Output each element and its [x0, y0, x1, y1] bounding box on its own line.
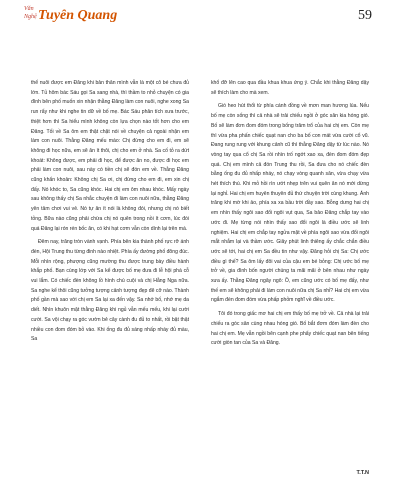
logo-title: Tuyên Quang — [38, 8, 118, 23]
paragraph: Đêm nay, trăng tròn vành vạnh. Phía bên kia thành phố rực rỡ ánh đèn, Hội Trung thu từng đinh nào nhiệt. Phía ấy đường phố đông đúc. Mỗi nhìn rộng, phượng cũng mường thu được trung bày điều hành khắp phố. Bạn cùng lớp với Sa kể được bố mẹ đưa đi lễ hội phá cỗ vui lắm. Có chiếc đèn không lồ hình chú cuội và chị Hằng Nga nữa. Sa nghe kể thôi cũng tưởng tượng cảnh tượng đẹp đẽ cỡ nào. Thành phố gần mà sao với chị em Sa lại xa đến vậy. Sa nhớ bố, nhớ mẹ da diết. Nhìn khuôn mặt thằng Đăng khi ngủ vẫn mếu mếu, khi lại cười cười. Sa vội chạy ra góc vườn bẻ cây cành đu đủ to nhất, rồi bật thật nhiều con đom đóm bỏ vào. Khi ống đu đủ sáng nhấp nháy đủ màu, Sa — [31, 239, 189, 343]
logo-line-1: Văn — [24, 6, 34, 12]
paragraph: khổ đỡ lên cao qua đầu khua khua ứng ý. Chắc khi thằng Đăng dậy sẽ thích làm cho mà xem. — [211, 80, 369, 96]
logo-line-2: Nghệ — [24, 14, 37, 20]
paragraph: Gió heo hút thổi từ phía cánh đồng về mơn man hương lúa. Nếu bố mẹ còn sống thì cả nhà sẽ trải chiếu ngồi ở góc sân kia hóng gió. Bố sẽ làm đơn đom đóm trong bống trăm trổ của hai chị em. Còn mẹ thì vừa pha phấn chiếc quạt nan cho ba bố con mát vừa cười cổ vũ. Đang rung rung với khung cảnh cũ thì thằng Đăng dậy từ lúc nào. Nó vòng tay qua cổ chị Sa rồi nhìn trố ngớt xao xa, đèn đom đóm đẹp quá. Chị em mình cả đón Trung thu rồi, Sa đưa cho nó chiếc đèn bằng ống đu đủ nhấp nháy, nó chạy vòng quanh sân, vừa chạy vừa hét thích thú. Khi mỏ hồi rìn ướt nhẹp trên vui quên ăn nó mới dừng lại nghỉ. Hai chị em huyên thuyên đủ thứ chuyện trời cùng khung. Ánh trăng khi mờ khi ảo, phía xa xa bầu trời đầy sao. Bỗng dưng hai chị em nhìn thấy ngôi sao đổi ngôi vụt qua, Sa bảo Đăng chắp tay vào ước đi. Mẹ từng nói nhìn thấy sao đổi ngôi là điều ước sẽ linh nghiệm. Hai chị em chắp tay ngửa mặt về phía ngôi sao vừa đổi ngôi mắt nhắm lại và thầm ước. Giây phút linh thiêng ấy chắc chắn điều ước sẽ tới, hai chị em Sa đều tin như vậy. Đăng hỏi chị Sa: Chị ước điều gì thế? Sa ôm lấy đôi vai của cậu em bé bỏng: Chị ước bố mẹ trở về, gia đình bốn người chúng ta mãi mãi ở bên nhau như ngày xưa ấy. Thằng Đăng ngây ngô: Ồ, em cũng ước có bố mẹ đấy, như thế em sẽ không phải đi làm con nuôi nữa chị Sa nhỉ? Hai chị em vừa ngắm đèn đom đóm vừa phấp phỏm nghĩ về điều ước. — [211, 103, 369, 304]
magazine-logo — [24, 6, 164, 28]
page-header — [0, 0, 402, 40]
paragraph: Tôi đó trong giấc mơ hai chị em thấy bố mẹ trở về. Cả nhà lại trải chiếu ra góc sân cùng nhau hóng gió. Bố bắt đơm đóm làm đèn cho hai chị em. Mẹ vẫn ngồi bên cạnh phe phẩy chiếc quạt nan bên tiếng cười giòn tan của Sa và Đăng. — [211, 311, 369, 347]
author-signature: T.T.N — [356, 470, 369, 476]
left-text-column — [31, 79, 189, 345]
page-number: 59 — [358, 8, 372, 23]
right-text-column — [211, 79, 369, 349]
paragraph: thể nuôi được em Đăng khi bản thân mình vẫn là một cô bé chưa đủ lớn. Tủ hôm bác Sáu gọi Sa sang nhà, thì thầm to nhỏ chuyện có gia đình bên phố muốn xin nhận thằng Đăng làm con nuôi, nghe xong Sa run rẩy như khi nghe tin dữ về bố mẹ. Bác Sáu phân tích xưa trước, thiệt hơn thì Sa hiểu mình không còn lựa chọn nào tốt hơn cho em Đăng. Tối về Sa ôm em thật chặt nói về chuyện cả ngoài nhận em làm con nuôi. Thằng Đăng mếu máo: Chị đừng cho em đi, em sẽ không đi học nữa, em sẽ ăn ít thôi, chị cho em ở nhà. Sa cố tỏ ra dứt khoát: Không được, em phải đi học, để được ăn no, được đi học em phải làm con nuôi, sau này có tiền chị sẽ đón em về. Thằng Đăng cũng khẩn khoản: Không chị Sa ơi, chị đừng cho em đi, em xin chị đấy. Nó khóc to, Sa cũng khóc. Hai chị em ôm nhau khóc. Mấy ngày sau không thấy chị Sa nhắc chuyện đi làm con nuôi nữa, thằng Đăng yên tâm chơi vui vẻ. Nó tự ăn ít nói là không đói, nhưng chị nó biết tỏng. Bữa nào cũng phải chừa chị nó quên trong nồi ít cơm, lúc đói quá Đăng lại rón rén bốc ăn, có khi hạt cơm vẫn còn dính lại trên má. — [31, 80, 189, 232]
